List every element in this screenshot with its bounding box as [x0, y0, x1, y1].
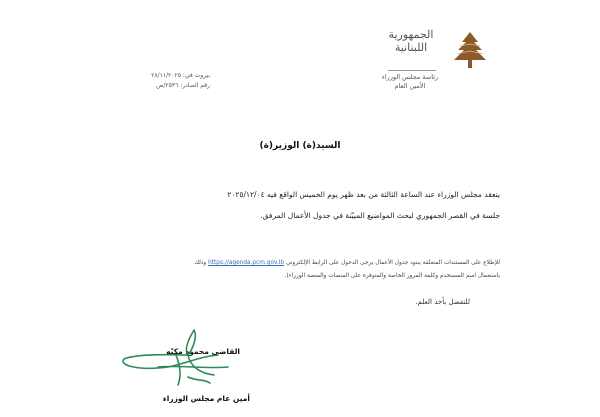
signer-name: القاضي محمود مكيّه — [166, 347, 240, 356]
republic-title — [385, 28, 437, 68]
reference-date: بيروت في: ٢٨/١١/٢٠٢٥ — [151, 72, 210, 79]
salutation: السيد(ة) الوزير(ة) — [259, 141, 341, 151]
note-text: للإطلاع على المستندات المتعلقة ببنود جدول الأعمال يرجى الدخول على الرابط الإلكتروني — [285, 260, 500, 266]
body-line-2: جلسة في القصر الجمهوري لبحث المواضيع المبيّنة في جدول الأعمال المرفق. — [260, 211, 500, 220]
reference-number: رقم الصادر: ٢٥٣٦/ص — [156, 82, 210, 89]
note-line-2: باستعمال اسم المستخدم وكلمة المرور الخاصة والمتوفرة على المنصات والمنصة الوزراء). — [284, 273, 500, 279]
signer-title: أمين عام مجلس الوزراء — [162, 394, 250, 403]
cedar-tree-icon — [448, 30, 492, 70]
reference-block — [95, 71, 210, 91]
body-line-1: ينعقد مجلس الوزراء عند الساعة الثالثة من بعد ظهر يوم الخميس الواقع فيه ٢٠٢٥/١٢/٠٤ — [227, 190, 500, 199]
agenda-link[interactable]: https://agenda.pcm.gov.lb — [208, 260, 285, 266]
note-line-1 — [130, 260, 500, 266]
note-text-after: وذلك — [194, 260, 207, 266]
republic-title-line1: الجمهورية — [388, 28, 434, 41]
office-name: رئاسة مجلس الوزراء — [381, 73, 439, 81]
closing-text: للتفضل بأخذ العلم. — [415, 298, 470, 306]
header-divider — [388, 70, 436, 71]
office-subtitle — [380, 73, 440, 91]
republic-title-line2: اللبنانية — [394, 41, 428, 54]
office-role: الأمين العام — [394, 82, 426, 90]
signature-image — [118, 325, 238, 395]
